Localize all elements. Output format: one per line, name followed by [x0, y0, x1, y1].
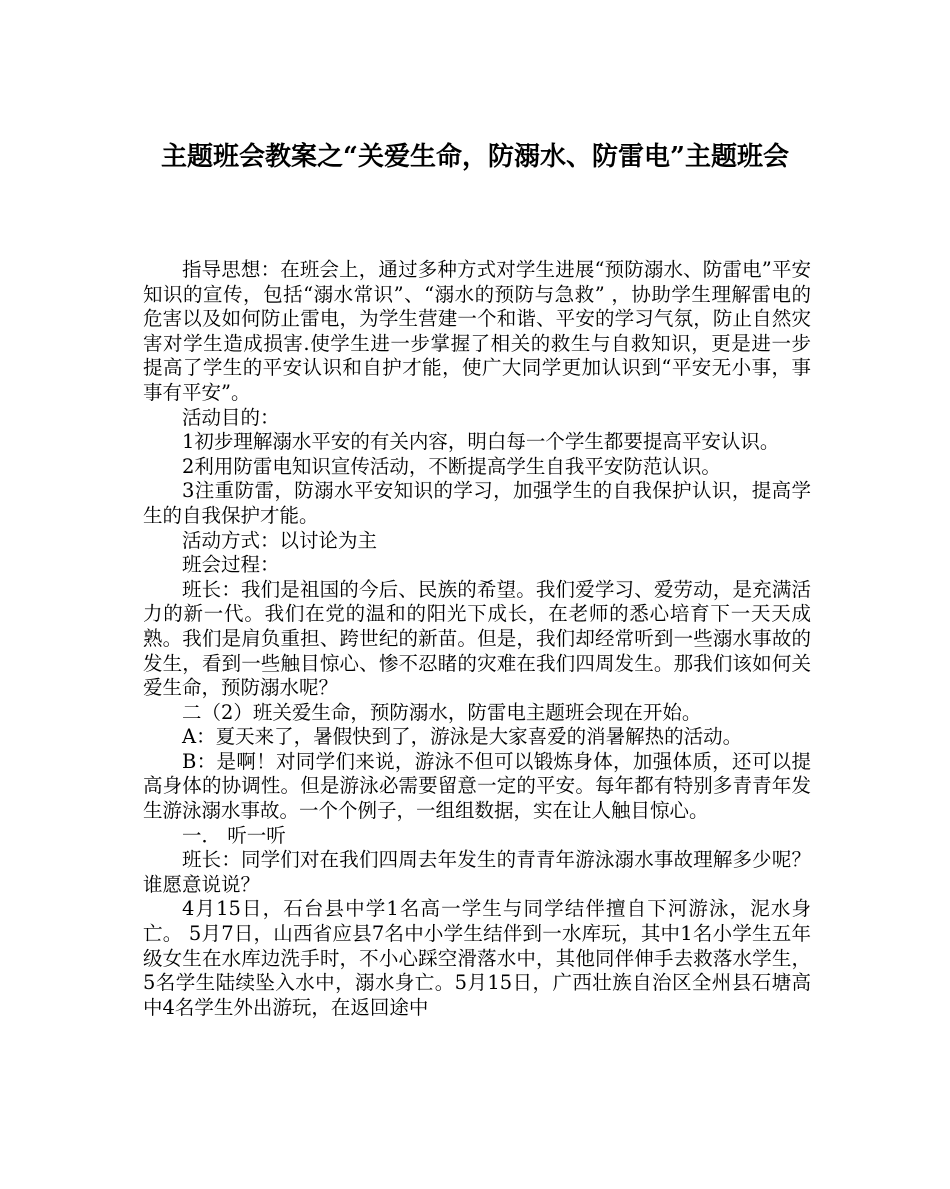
paragraph-monitor-intro: 班长：我们是祖国的今后、民族的希望。我们爱学习、爱劳动，是充满活力的新一代。我们在党的温和的阳光下成长，在老师的悉心培育下一天天成熟。我们是肩负重担、跨世纪的新苗。但是，我们却经常听到一些溺水事故的发生，看到一些触目惊心、惨不忍睹的灾难在我们四周发生。那我们该如何关爱生命，预防溺水呢？ — [143, 577, 811, 700]
section-heading-listen: 一． 听一听 — [182, 823, 286, 847]
document-title: 主题班会教案之“关爱生命，防溺水、防雷电”主题班会 — [161, 142, 789, 172]
paragraph-speaker-b: B：是啊！对同学们来说，游泳不但可以锻炼身体，加强体质，还可以提高身体的协调性。但是游泳必需要留意一定的平安。每年都有特别多青青年发生游泳溺水事故。一个个例子，一组组数据，实在让人触目惊心。 — [143, 749, 811, 823]
paragraph-speaker-a: A：夏天来了，暑假快到了，游泳是大家喜爱的消暑解热的活动。 — [182, 725, 743, 749]
paragraph-meeting-start: 二（2）班关爱生命，预防溺水，防雷电主题班会现在开始。 — [182, 700, 702, 724]
paragraph-monitor-question: 班长：同学们对在我们四周去年发生的青青年游泳溺水事故理解多少呢？谁愿意说说？ — [143, 848, 811, 896]
paragraph-activity-goal-heading: 活动目的： — [182, 405, 280, 429]
document-body — [143, 258, 811, 1020]
paragraph-goal-3: 3注重防雷，防溺水平安知识的学习，加强学生的自我保护认识，提高学生的自我保护才能。 — [143, 479, 811, 527]
paragraph-goal-2: 2利用防雷电知识宣传活动，不断提高学生自我平安防范认识。 — [182, 454, 721, 478]
paragraph-goal-1: 1初步理解溺水平安的有关内容，明白每一个学生都要提高平安认识。 — [182, 430, 780, 454]
paragraph-process-heading: 班会过程： — [182, 553, 280, 577]
paragraph-guiding-idea: 指导思想：在班会上，通过多种方式对学生进展“预防溺水、防雷电”平安知识的宣传，包括“溺水常识”、“溺水的预防与急救” ，协助学生理解雷电的危害以及如何防止雷电，为学生营建一个和谐、平安的学习气氛，防止自然灾害对学生造成损害.使学生进一步掌握了相关的救生与自救知识，更是进一步提高了学生的平安认识和自护才能，使广大同学更加认识到“平安无小事，事事有平安”。 — [143, 258, 811, 404]
paragraph-activity-method: 活动方式：以讨论为主 — [182, 528, 378, 552]
paragraph-accident-cases: 4月15日，石台县中学1名高一学生与同学结伴擅自下河游泳，泥水身亡。 5月7日，山西省应县7名中小学生结伴到一水库玩，其中1名小学生五年级女生在水库边洗手时，不小心踩空滑落水中，其他同伴伸手去救落水学生，5名学生陆续坠入水中，溺水身亡。5月15日，广西壮族自治区全州县石塘高中4名学生外出游玩，在返回途中 — [143, 897, 811, 1019]
